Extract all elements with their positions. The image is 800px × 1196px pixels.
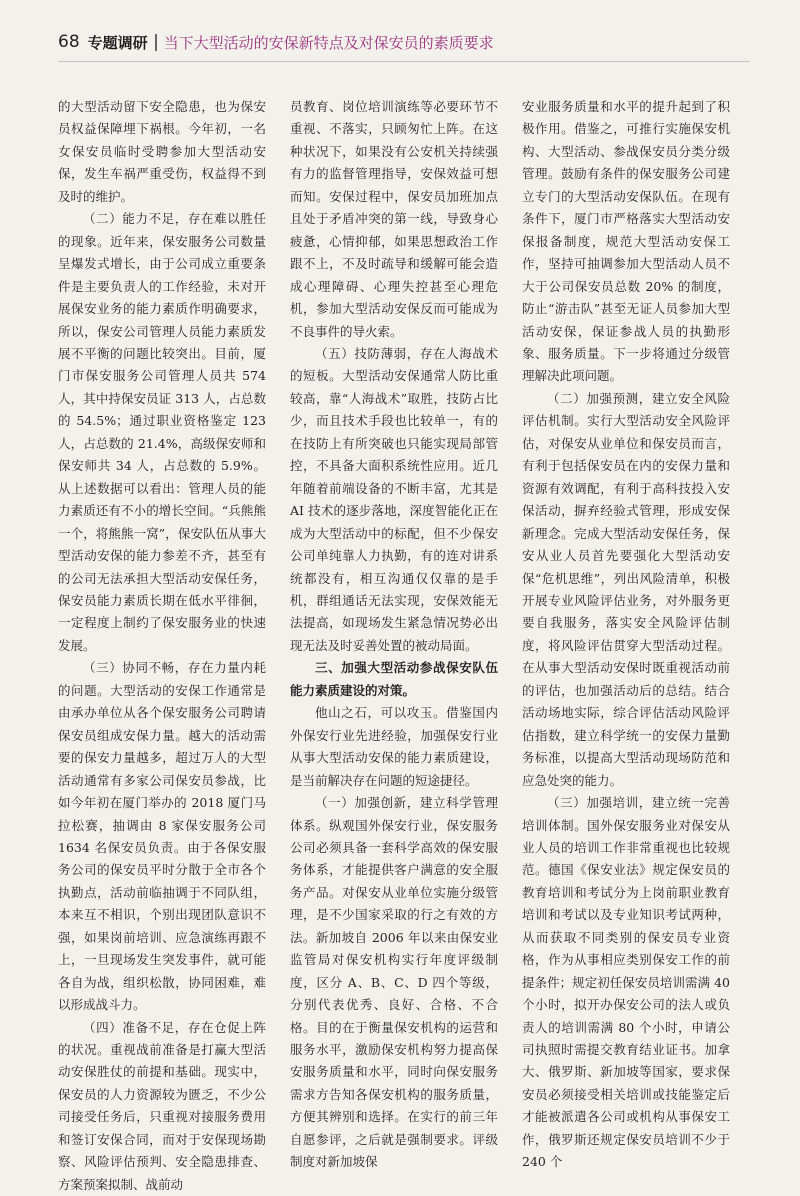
paragraph: （五）技防薄弱，存在人海战术的短板。大型活动安保通常人防比重较高，靠“人海战术”取胜，技防占比少，而且技术手段也比较单一，有的在技防上有所突破也只能实现局部管控，不具备大面积系统性应用。近几年随着前端设备的不断丰富，尤其是 AI 技术的逐步落地，深度智能化正在成为大型活动中的标配，但不少保安公司单纯靠人力执勤，有的连对讲系统都没有，相互沟通仅仅靠的是手机，群组通话无法实现，安保效能无法提高，如现场发生紧急情况势必出现无法及时妥善处置的被动局面。 [290,345,498,653]
paragraph: （二）能力不足，存在难以胜任的现象。近年来，保安服务公司数量呈爆发式增长，由于公司成立重要条件是主要负责人的工作经验，未对开展保安业务的能力素质作明确要求，所以，保安公司管理人员能力素质发展不平衡的问题比较突出。目前，厦门市保安服务公司管理人员共 574 人，其中持保安员证 313 人，占总数的 54.5%；通过职业资格鉴定 123 人，占总数的 21.4%，高级保安师和保安师共 34 人，占总数的 5.9%。从上述数据可以看出：管理人员的能力素质还有不小的增长空间。“兵熊熊一个，将熊熊一窝”，保安队伍从事大型活动安保的能力参差不齐，甚至有的公司无法承担大型活动安保任务，保安员能力素质长期在低水平徘徊，一定程度上制约了保安服务业的快速发展。 [58,211,266,653]
paragraph: （三）加强培训，建立统一完善培训体制。国外保安服务业对保安从业人员的培训工作非常重视也比较规范。德国《保安业法》规定保安员的教育培训和考试分为上岗前职业教育培训和考试以及专业知识考试两种，从而获取不同类别的保安员专业资格，作为从事相应类别保安工作的前提条件；规定初任保安员培训需满 40 个小时，拟开办保安公司的法人或负责人的培训需满 80 个小时，申请公司执照时需提交教育结业证书。加拿大、俄罗斯、新加坡等国家，要求保安员必须接受相关培训或技能鉴定后才能被派遣各公司或机构从事保安工作，俄罗斯还规定保安员培训不少于 240 个 [522,795,730,1170]
article-title: 当下大型活动的安保新特点及对保安员的素质要求 [163,33,494,52]
paragraph: （一）加强创新，建立科学管理体系。纵观国外保安行业，保安服务公司必须具备一套科学高效的保安服务体系，才能提供客户满意的安全服务产品。对保安从业单位实施分级管理，是不少国家采取的行之有效的方法。新加坡自 2006 年以来由保安业监管局对保安机构实行年度评级制度，区分 A、B、C、D 四个等级，分别代表优秀、良好、合格、不合格。目的在于衡量保安机构的运营和服务水平，激励保安机构努力提高保安服务质量和水平，同时向保安服务需求方告知各保安机构的服务质量，方便其辨别和选择。在实行的前三年自愿参评，之后就是强制要求。评级制度对新加坡保 [290,795,498,1170]
text-column-2 [290,96,498,1170]
paragraph: 员教育、岗位培训演练等必要环节不重视、不落实，只顾匆忙上阵。在这种状况下，如果没有公安机关持续强有力的监督管理指导，安保效益可想而知。安保过程中，保安员加班加点且处于矛盾冲突的第一线，导致身心疲惫，心情抑郁，如果思想政治工作跟不上，不及时疏导和缓解可能会造成心理障碍、心理失控甚至心理危机，参加大型活动安保反而可能成为不良事件的导火索。 [290,99,498,339]
paragraph: （四）准备不足，存在仓促上阵的状况。重视战前准备是打赢大型活动安保胜仗的前提和基础。现实中，保安员的人力资源较为匮乏，不少公司接受任务后，只重视对接服务费用和签订安保合同，而对于安保现场勘察、风险评估预判、安全隐患排查、方案预案拟制、战前动 [58,1019,266,1192]
page-number: 68 [58,32,80,52]
paragraph: （二）加强预测，建立安全风险评估机制。实行大型活动安全风险评估，对保安从业单位和保安员而言，有利于包括保安员在内的安保力量和资源有效调配，有利于高科技投入安保活动，摒弃经验式管理，形成安保新理念。完成大型活动安保任务，保安从业人员首先要强化大型活动安保“危机思维”，列出风险清单，积极开展专业风险评估业务，对外服务更要自我服务，落实安全风险评估制度，将风险评估贯穿大型活动过程。在从事大型活动安保时既重视活动前的评估，也加强活动后的总结。结合活动场地实际，综合评估活动风险评估指数，建立科学统一的安保力量勤务标准，以提高大型活动现场防范和应急处突的能力。 [522,390,730,788]
section-label: 专题调研 [87,33,148,52]
header-rule [58,61,750,62]
paragraph: 安业服务质量和水平的提升起到了积极作用。借鉴之，可推行实施保安机构、大型活动、参战保安员分类分级管理。鼓励有条件的保安服务公司建立专门的大型活动安保队伍。在现有条件下，厦门市严格落实大型活动安保报备制度，规范大型活动安保工作，坚持可抽调参加大型活动人员不大于公司保安员总数 20% 的制度，防止“游击队”甚至无证人员参加大型活动安保，保证参战人员的执勤形象、服务质量。下一步将通过分级管理解决此项问题。 [522,99,730,384]
paragraph: （三）协同不畅，存在力量内耗的问题。大型活动的安保工作通常是由承办单位从各个保安服务公司聘请保安员组成安保力量。越大的活动需要的保安力量越多，超过万人的大型活动通常有多家公司保安员参战，比如今年初在厦门举办的 2018 厦门马拉松赛，抽调由 8 家保安服务公司 1634 名保安员负责。由于各保安服务公司的保安员平时分散于全市各个执勤点，活动前临抽调于不同队组，本来互不相识，个别出现团队意识不强，如果岗前培训、应急演练再跟不上，一旦现场发生突发事件，就可能各自为战，组织松散，协同困难，难以形成战斗力。 [58,660,266,1013]
text-column-1 [58,96,266,1192]
header-separator [155,34,157,51]
section-heading: 三、加强大型活动参战保安队伍能力素质建设的对策。 [290,660,498,698]
page-header [58,30,758,54]
paragraph: 他山之石，可以攻玉。借鉴国内外保安行业先进经验，加强保安行业从事大型活动安保的能力素质建设，是当前解决存在问题的短途捷径。 [290,705,498,788]
paragraph: 的大型活动留下安全隐患，也为保安员权益保障埋下祸根。今年初，一名女保安员临时受聘参加大型活动安保，发生车祸严重受伤，权益得不到及时的维护。 [58,99,266,204]
text-column-3 [522,96,730,1170]
